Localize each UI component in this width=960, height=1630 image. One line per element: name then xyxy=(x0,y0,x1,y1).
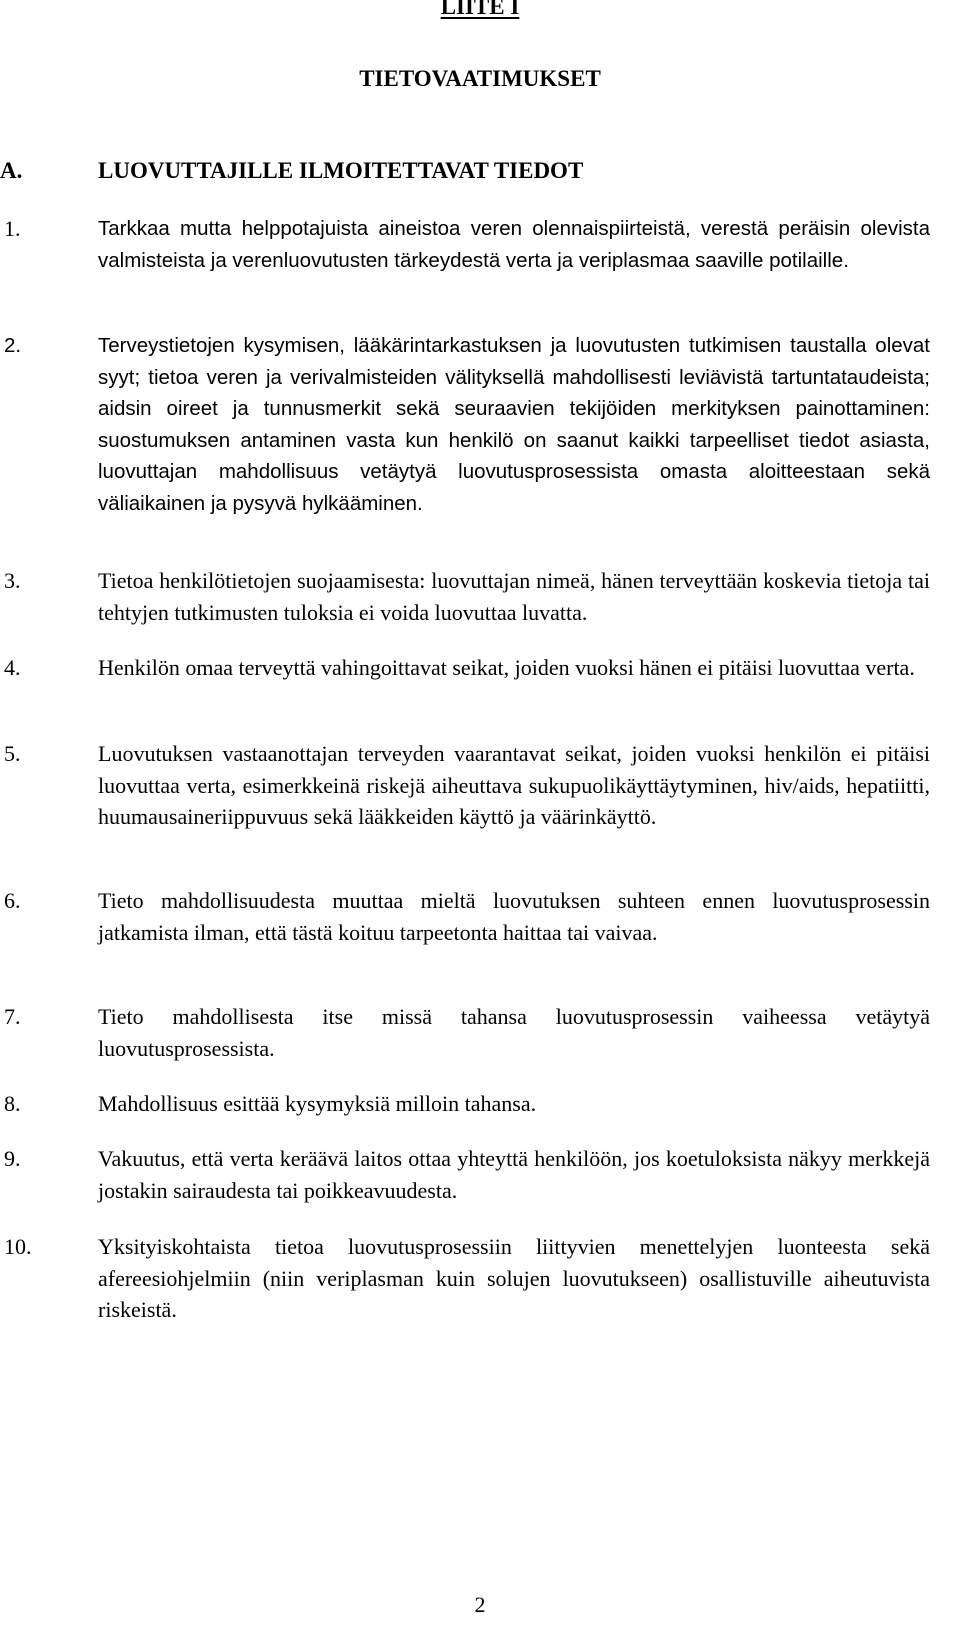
page-number: 2 xyxy=(474,1592,486,1617)
item-text: Tieto mahdollisesta itse missä tahansa luovutusprosessin vaiheessa vetäytyä luovutusprosessista. xyxy=(98,1004,930,1061)
item-number: 1. xyxy=(4,216,21,241)
item-text: Luovutuksen vastaanottajan terveyden vaarantavat seikat, joiden vuoksi henkilön ei pitäisi luovuttaa verta, esimerkkeinä riskejä aiheuttava sukupuolikäyttäytyminen, hiv/aids, hepatiitti, huumausaineriippuvuus sekä lääkkeiden käyttö ja väärinkäyttö. xyxy=(98,741,930,829)
item-text: Tieto mahdollisuudesta muuttaa mieltä luovutuksen suhteen ennen luovutusprosessin jatkamista ilman, että tästä koituu tarpeetonta haittaa tai vaivaa. xyxy=(98,888,930,945)
item-text: Mahdollisuus esittää kysymyksiä milloin tahansa. xyxy=(98,1091,537,1116)
item-number: 9. xyxy=(4,1146,21,1171)
item-number: 7. xyxy=(4,1004,21,1029)
item-number: 8. xyxy=(4,1091,21,1116)
item-text: Terveystietojen kysymisen, lääkärintarkastuksen ja luovutusten tutkimisen taustalla olevat syyt; tietoa veren ja verivalmisteiden välityksellä mahdollisesti leviävistä tartuntataudeista; aidsin oireet ja tunnusmerkit sekä seuraavien tekijöiden merkityksen painottaminen: suostumuksen antaminen vasta kun henkilö on saanut kaikki tarpeelliset tiedot asiasta, luovuttajan mahdollisuus vetäytyä luovutusprosessista omasta aloitteestaan sekä väliaikainen ja pysyvä hylkääminen. xyxy=(98,334,930,515)
item-text: Tietoa henkilötietojen suojaamisesta: luovuttajan nimeä, hänen terveyttään koskevia tietoja tai tehtyjen tutkimusten tuloksia ei voida luovuttaa luvatta. xyxy=(98,568,930,625)
item-number: 6. xyxy=(4,888,21,913)
item-text: Tarkkaa mutta helppotajuista aineistoa veren olennaispiirteistä, verestä peräisin olevista valmisteista ja verenluovutusten tärkeydestä verta ja veriplasmaa saaville potilaille. xyxy=(98,217,930,272)
item-text: Henkilön omaa terveyttä vahingoittavat seikat, joiden vuoksi hänen ei pitäisi luovuttaa verta. xyxy=(98,655,915,680)
item-number: 4. xyxy=(4,655,21,680)
item-number: 2. xyxy=(4,334,22,357)
item-number: 5. xyxy=(4,741,21,766)
item-number: 10. xyxy=(4,1234,32,1259)
item-text: Yksityiskohtaista tietoa luovutusprosessiin liittyvien menettelyjen luonteesta sekä afereesiohjelmiin (niin veriplasman kuin solujen luovutukseen) osallistuville aiheutuvista riskeistä. xyxy=(98,1234,930,1322)
document-title: TIETOVAATIMUKSET xyxy=(359,66,601,91)
item-number: 3. xyxy=(4,568,21,593)
section-letter: A. xyxy=(0,158,23,183)
section-heading-text: LUOVUTTAJILLE ILMOITETTAVAT TIEDOT xyxy=(98,158,584,183)
item-text: Vakuutus, että verta keräävä laitos ottaa yhteyttä henkilöön, jos koetuloksista näkyy merkkejä jostakin sairaudesta tai poikkeavuudesta. xyxy=(98,1146,930,1203)
annex-title: LIITE I xyxy=(440,0,520,19)
